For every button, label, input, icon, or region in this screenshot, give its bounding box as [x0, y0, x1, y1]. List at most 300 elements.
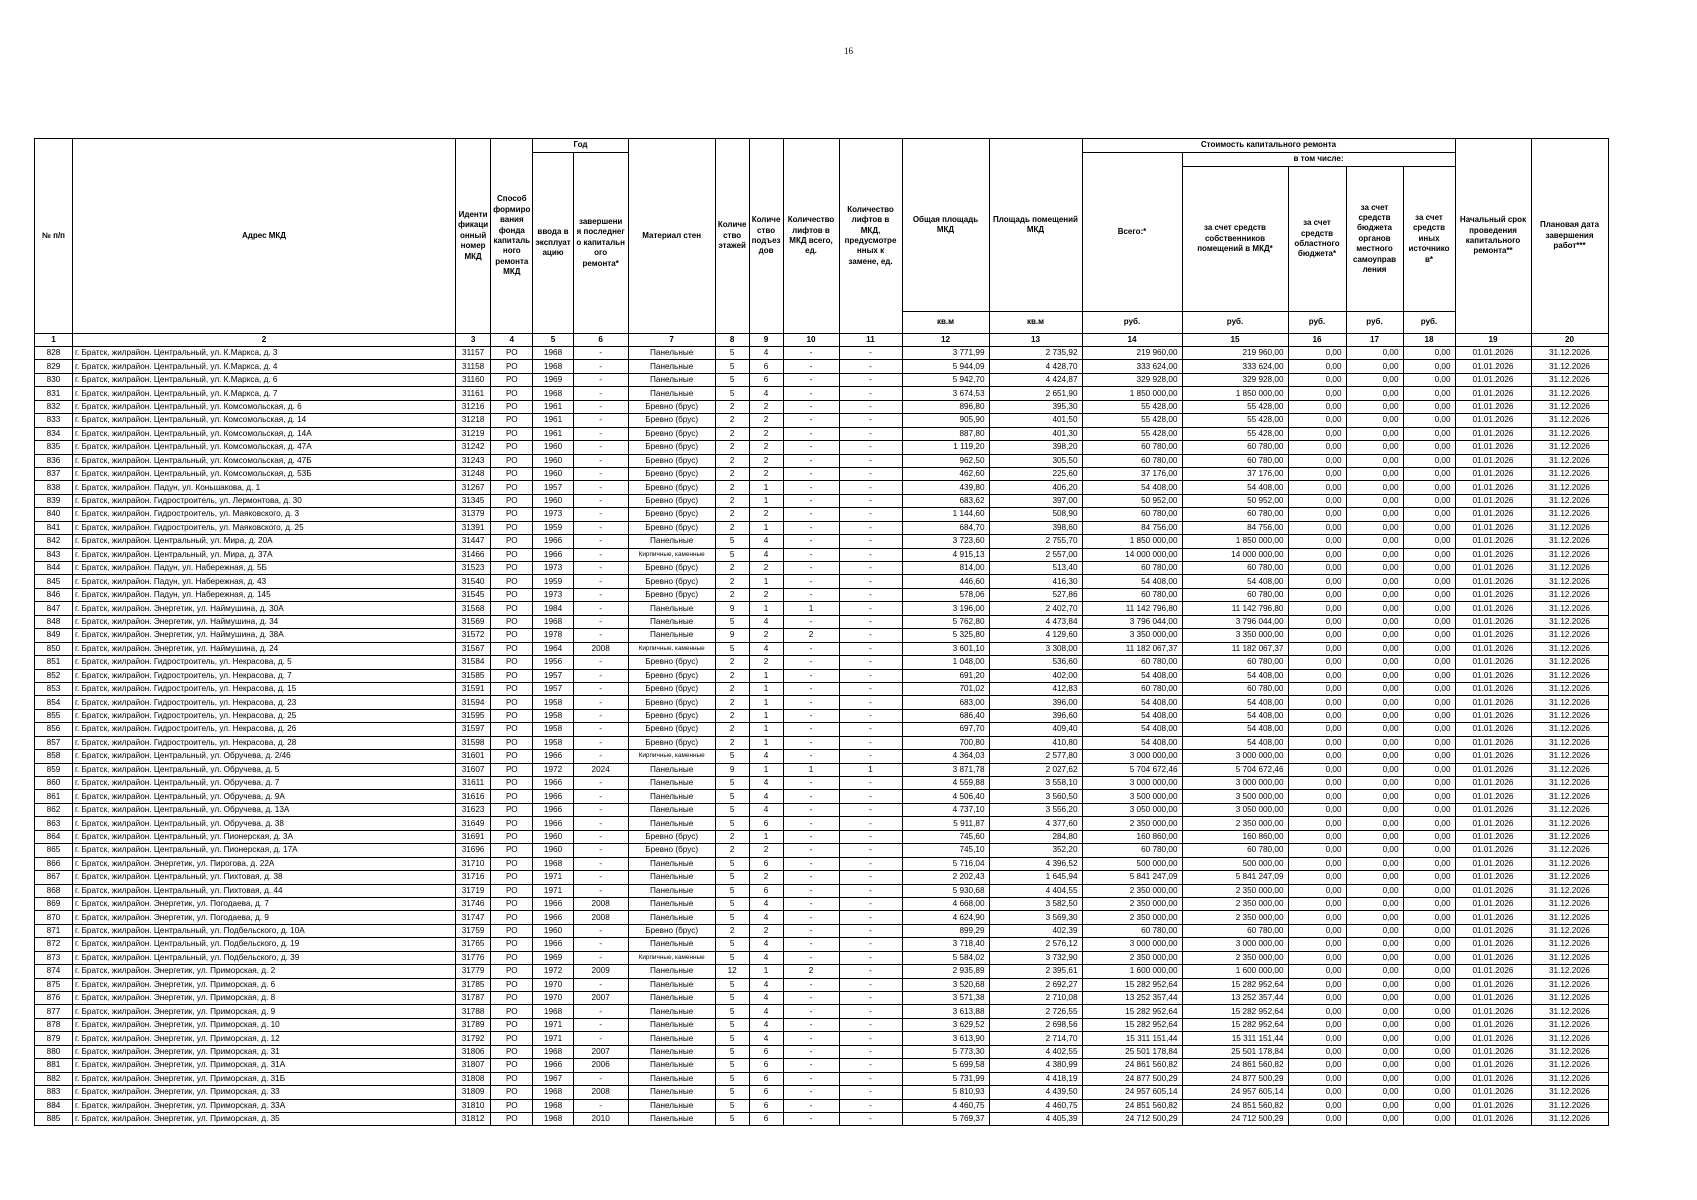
table-cell: 2 350 000,00: [1082, 911, 1182, 924]
table-cell: г. Братск, жилрайон. Гидростроитель, ул. Некрасова, д. 26: [73, 723, 456, 736]
table-cell: -: [839, 481, 902, 494]
table-cell: 31379: [456, 508, 491, 521]
table-cell: 0,00: [1288, 588, 1346, 601]
table-cell: Кирпичные, каменные: [628, 548, 715, 561]
table-cell: 01.01.2026: [1455, 817, 1531, 830]
table-cell: 4 737,10: [902, 803, 989, 816]
table-cell: 0,00: [1403, 562, 1455, 575]
table-cell: Панельные: [628, 1059, 715, 1072]
table-cell: г. Братск, жилрайон. Центральный, ул. Комсомольская, д. 14А: [73, 427, 456, 440]
table-cell: 31759: [456, 924, 491, 937]
table-cell: 3 601,10: [902, 642, 989, 655]
table-cell: РО: [491, 347, 533, 360]
table-cell: -: [839, 414, 902, 427]
table-cell: -: [783, 373, 839, 386]
table-cell: -: [839, 575, 902, 588]
table-cell: -: [573, 562, 628, 575]
table-cell: 0,00: [1346, 535, 1403, 548]
table-cell: 849: [35, 629, 73, 642]
table-cell: 0,00: [1288, 387, 1346, 400]
table-row: [35, 441, 1609, 454]
table-cell: 0,00: [1346, 454, 1403, 467]
table-cell: 5: [715, 642, 749, 655]
table-cell: 60 780,00: [1182, 562, 1288, 575]
column-number: 7: [628, 334, 715, 347]
table-cell: 0,00: [1288, 656, 1346, 669]
table-cell: 31.12.2026: [1531, 508, 1608, 521]
table-cell: 3 674,53: [902, 387, 989, 400]
table-cell: г. Братск, жилрайон. Центральный, ул. К.Маркса, д. 3: [73, 347, 456, 360]
table-cell: 0,00: [1288, 347, 1346, 360]
table-cell: 2 350 000,00: [1182, 897, 1288, 910]
table-cell: г. Братск, жилрайон. Гидростроитель, ул. Некрасова, д. 28: [73, 736, 456, 749]
table-cell: 843: [35, 548, 73, 561]
table-cell: 4: [749, 978, 783, 991]
table-cell: 0,00: [1403, 656, 1455, 669]
table-cell: 219 960,00: [1182, 347, 1288, 360]
table-row: [35, 938, 1609, 951]
table-cell: Панельные: [628, 1099, 715, 1112]
table-cell: 01.01.2026: [1455, 629, 1531, 642]
column-number: 16: [1288, 334, 1346, 347]
column-number: 9: [749, 334, 783, 347]
table-cell: 5: [715, 548, 749, 561]
table-cell: РО: [491, 629, 533, 642]
table-cell: 1 850 000,00: [1182, 387, 1288, 400]
table-cell: 0,00: [1403, 373, 1455, 386]
table-cell: -: [573, 400, 628, 413]
table-cell: 2 576,12: [989, 938, 1082, 951]
table-cell: 01.01.2026: [1455, 992, 1531, 1005]
table-cell: 0,00: [1346, 642, 1403, 655]
table-cell: 2 350 000,00: [1182, 911, 1288, 924]
table-cell: Панельные: [628, 1072, 715, 1085]
table-cell: 5 731,99: [902, 1072, 989, 1085]
table-cell: -: [573, 494, 628, 507]
header-end: Плановая дата завершения работ***: [1531, 139, 1608, 334]
table-cell: 862: [35, 803, 73, 816]
table-cell: 0,00: [1403, 629, 1455, 642]
table-row: [35, 965, 1609, 978]
table-cell: 0,00: [1403, 1018, 1455, 1031]
table-cell: РО: [491, 897, 533, 910]
table-cell: 1968: [533, 1045, 573, 1058]
table-cell: Бревно (брус): [628, 427, 715, 440]
table-cell: РО: [491, 602, 533, 615]
table-cell: 875: [35, 978, 73, 991]
table-cell: 25 501 178,84: [1082, 1045, 1182, 1058]
table-cell: 2: [715, 467, 749, 480]
unit-other: руб.: [1403, 312, 1455, 334]
table-cell: 701,02: [902, 682, 989, 695]
table-cell: 745,60: [902, 830, 989, 843]
table-cell: 5 716,04: [902, 857, 989, 870]
table-cell: 0,00: [1403, 521, 1455, 534]
header-including: в том числе:: [1182, 153, 1455, 167]
table-cell: 1966: [533, 548, 573, 561]
table-cell: 2008: [573, 1086, 628, 1099]
table-cell: -: [783, 588, 839, 601]
table-cell: 54 408,00: [1082, 723, 1182, 736]
table-row: [35, 709, 1609, 722]
table-row: [35, 373, 1609, 386]
table-cell: 01.01.2026: [1455, 494, 1531, 507]
table-cell: 4 418,19: [989, 1072, 1082, 1085]
table-cell: РО: [491, 642, 533, 655]
table-cell: 864: [35, 830, 73, 843]
table-cell: 14 000 000,00: [1082, 548, 1182, 561]
table-cell: 01.01.2026: [1455, 521, 1531, 534]
table-cell: 2 350 000,00: [1182, 817, 1288, 830]
table-cell: 24 712 500,29: [1082, 1112, 1182, 1125]
table-row: [35, 481, 1609, 494]
table-row: [35, 656, 1609, 669]
table-cell: 578,06: [902, 588, 989, 601]
header-local: за счет средств бюджета органов местного самоуправ ления: [1346, 167, 1403, 312]
column-number: 14: [1082, 334, 1182, 347]
table-cell: г. Братск, жилрайон. Энергетик, ул. Приморская, д. 31Б: [73, 1072, 456, 1085]
table-cell: 0,00: [1346, 629, 1403, 642]
table-cell: 0,00: [1288, 763, 1346, 776]
table-cell: 896,80: [902, 400, 989, 413]
table-cell: 31595: [456, 709, 491, 722]
table-cell: 1968: [533, 387, 573, 400]
table-cell: РО: [491, 508, 533, 521]
table-cell: 01.01.2026: [1455, 602, 1531, 615]
table-cell: -: [839, 884, 902, 897]
table-cell: 1: [783, 763, 839, 776]
table-cell: 2: [749, 656, 783, 669]
table-cell: -: [783, 535, 839, 548]
table-cell: 0,00: [1288, 1005, 1346, 1018]
table-cell: 861: [35, 790, 73, 803]
table-cell: -: [783, 992, 839, 1005]
table-cell: 838: [35, 481, 73, 494]
table-cell: 6: [749, 1059, 783, 1072]
table-cell: -: [839, 642, 902, 655]
table-cell: -: [783, 387, 839, 400]
table-cell: 1956: [533, 656, 573, 669]
table-cell: 0,00: [1346, 1032, 1403, 1045]
table-cell: -: [783, 494, 839, 507]
table-cell: 60 780,00: [1082, 441, 1182, 454]
table-cell: 0,00: [1288, 467, 1346, 480]
table-cell: 683,00: [902, 696, 989, 709]
table-cell: 1 645,94: [989, 871, 1082, 884]
column-number: 18: [1403, 334, 1455, 347]
table-cell: -: [573, 427, 628, 440]
column-number-row: [35, 334, 1609, 347]
table-cell: 878: [35, 1018, 73, 1031]
table-cell: 54 408,00: [1182, 723, 1288, 736]
table-cell: 5: [715, 911, 749, 924]
table-cell: 01.01.2026: [1455, 682, 1531, 695]
table-cell: 0,00: [1288, 521, 1346, 534]
table-cell: 835: [35, 441, 73, 454]
table-cell: 0,00: [1346, 1112, 1403, 1125]
table-row: [35, 615, 1609, 628]
table-cell: 01.01.2026: [1455, 535, 1531, 548]
table-cell: Бревно (брус): [628, 669, 715, 682]
table-cell: 6: [749, 817, 783, 830]
unit-premises-area: кв.м: [989, 312, 1082, 334]
table-cell: 31.12.2026: [1531, 656, 1608, 669]
table-row: [35, 642, 1609, 655]
table-cell: 31545: [456, 588, 491, 601]
table-cell: 54 408,00: [1182, 481, 1288, 494]
table-cell: 0,00: [1346, 696, 1403, 709]
table-cell: 745,10: [902, 844, 989, 857]
table-cell: 860: [35, 777, 73, 790]
table-cell: 0,00: [1403, 803, 1455, 816]
table-cell: Панельные: [628, 871, 715, 884]
table-row: [35, 1086, 1609, 1099]
table-cell: 24 957 605,14: [1082, 1086, 1182, 1099]
table-cell: г. Братск, жилрайон. Центральный, ул. Обручева, д. 7: [73, 777, 456, 790]
table-cell: 1968: [533, 1005, 573, 1018]
table-cell: 962,50: [902, 454, 989, 467]
table-cell: -: [573, 441, 628, 454]
table-cell: 11 142 796,80: [1082, 602, 1182, 615]
table-cell: г. Братск, жилрайон. Гидростроитель, ул. Некрасова, д. 7: [73, 669, 456, 682]
table-cell: 0,00: [1346, 467, 1403, 480]
table-cell: Бревно (брус): [628, 467, 715, 480]
table-cell: -: [573, 978, 628, 991]
table-cell: 0,00: [1346, 897, 1403, 910]
table-cell: г. Братск, жилрайон. Энергетик, ул. Приморская, д. 35: [73, 1112, 456, 1125]
table-cell: 31.12.2026: [1531, 790, 1608, 803]
table-cell: 01.01.2026: [1455, 414, 1531, 427]
table-cell: 5: [715, 790, 749, 803]
table-cell: 1958: [533, 736, 573, 749]
table-cell: 01.01.2026: [1455, 790, 1531, 803]
table-cell: -: [839, 535, 902, 548]
table-cell: 3 520,68: [902, 978, 989, 991]
table-cell: г. Братск, жилрайон. Энергетик, ул. Пирогова, д. 22А: [73, 857, 456, 870]
table-cell: 13 252 357,44: [1082, 992, 1182, 1005]
table-cell: Панельные: [628, 602, 715, 615]
table-cell: г. Братск, жилрайон. Энергетик, ул. Наймушина, д. 30А: [73, 602, 456, 615]
table-cell: 872: [35, 938, 73, 951]
table-cell: -: [839, 1086, 902, 1099]
table-cell: -: [783, 454, 839, 467]
table-cell: 0,00: [1403, 481, 1455, 494]
table-cell: 54 408,00: [1082, 709, 1182, 722]
table-cell: 2007: [573, 1045, 628, 1058]
table-cell: 865: [35, 844, 73, 857]
table-cell: 0,00: [1288, 548, 1346, 561]
table-cell: -: [783, 656, 839, 669]
table-cell: 855: [35, 709, 73, 722]
table-cell: -: [783, 548, 839, 561]
table-cell: 284,80: [989, 830, 1082, 843]
table-cell: Панельные: [628, 790, 715, 803]
table-cell: -: [839, 548, 902, 561]
table-cell: 55 428,00: [1082, 400, 1182, 413]
table-cell: г. Братск, жилрайон. Центральный, ул. Комсомольская, д. 53Б: [73, 467, 456, 480]
table-row: [35, 763, 1609, 776]
table-cell: Бревно (брус): [628, 441, 715, 454]
table-cell: 01.01.2026: [1455, 978, 1531, 991]
table-cell: -: [573, 360, 628, 373]
table-cell: 329 928,00: [1082, 373, 1182, 386]
table-cell: 01.01.2026: [1455, 387, 1531, 400]
table-cell: 60 780,00: [1182, 656, 1288, 669]
table-cell: 01.01.2026: [1455, 1059, 1531, 1072]
table-cell: 54 408,00: [1082, 736, 1182, 749]
table-cell: -: [783, 562, 839, 575]
table-cell: 0,00: [1403, 1072, 1455, 1085]
table-cell: 31.12.2026: [1531, 562, 1608, 575]
table-cell: 5 704 672,46: [1082, 763, 1182, 776]
table-cell: 0,00: [1346, 938, 1403, 951]
table-cell: 836: [35, 454, 73, 467]
table-cell: г. Братск, жилрайон. Гидростроитель, ул. Лермонтова, д. 30: [73, 494, 456, 507]
table-cell: -: [783, 750, 839, 763]
unit-local: руб.: [1346, 312, 1403, 334]
table-cell: 0,00: [1403, 871, 1455, 884]
table-cell: 31601: [456, 750, 491, 763]
table-cell: 01.01.2026: [1455, 723, 1531, 736]
table-cell: 160 860,00: [1082, 830, 1182, 843]
table-cell: -: [839, 1018, 902, 1031]
table-cell: 2: [715, 521, 749, 534]
table-cell: 31785: [456, 978, 491, 991]
column-number: 19: [1455, 334, 1531, 347]
table-cell: Кирпичные, каменные: [628, 750, 715, 763]
table-cell: г. Братск, жилрайон. Падун, ул. Набережная, д. 5Б: [73, 562, 456, 575]
table-cell: 2008: [573, 642, 628, 655]
table-cell: Бревно (брус): [628, 682, 715, 695]
table-cell: 5 584,02: [902, 951, 989, 964]
table-cell: 31218: [456, 414, 491, 427]
table-cell: г. Братск, жилрайон. Энергетик, ул. Приморская, д. 33: [73, 1086, 456, 1099]
table-cell: РО: [491, 857, 533, 870]
table-cell: -: [573, 347, 628, 360]
table-cell: 0,00: [1403, 441, 1455, 454]
table-cell: -: [839, 1005, 902, 1018]
table-cell: г. Братск, жилрайон. Падун, ул. Набережная, д. 145: [73, 588, 456, 601]
table-cell: 439,80: [902, 481, 989, 494]
table-cell: 1957: [533, 682, 573, 695]
table-cell: 9: [715, 602, 749, 615]
unit-total-area: кв.м: [902, 312, 989, 334]
table-cell: 0,00: [1288, 736, 1346, 749]
table-cell: -: [783, 871, 839, 884]
table-cell: 0,00: [1403, 924, 1455, 937]
table-cell: -: [839, 494, 902, 507]
table-cell: 5 810,93: [902, 1086, 989, 1099]
table-cell: 884: [35, 1099, 73, 1112]
table-cell: 2 395,61: [989, 965, 1082, 978]
table-cell: 01.01.2026: [1455, 360, 1531, 373]
table-cell: -: [839, 521, 902, 534]
table-cell: 0,00: [1346, 562, 1403, 575]
table-cell: 60 780,00: [1182, 682, 1288, 695]
table-cell: 31.12.2026: [1531, 911, 1608, 924]
header-start: Начальный срок проведения капитального ремонта**: [1455, 139, 1531, 334]
table-cell: 31.12.2026: [1531, 871, 1608, 884]
table-cell: 60 780,00: [1182, 508, 1288, 521]
table-cell: 5: [715, 951, 749, 964]
table-cell: 0,00: [1346, 414, 1403, 427]
table-cell: 31.12.2026: [1531, 400, 1608, 413]
table-row: [35, 1005, 1609, 1018]
table-cell: 0,00: [1288, 696, 1346, 709]
table-cell: 60 780,00: [1082, 656, 1182, 669]
table-cell: г. Братск, жилрайон. Центральный, ул. Обручева, д. 2/46: [73, 750, 456, 763]
table-cell: -: [783, 709, 839, 722]
table-cell: 2007: [573, 992, 628, 1005]
table-cell: 0,00: [1403, 548, 1455, 561]
table-cell: -: [839, 911, 902, 924]
table-cell: г. Братск, жилрайон. Энергетик, ул. Приморская, д. 10: [73, 1018, 456, 1031]
table-cell: 1: [749, 763, 783, 776]
table-cell: -: [839, 373, 902, 386]
table-cell: -: [573, 709, 628, 722]
table-cell: 5: [715, 1112, 749, 1125]
table-row: [35, 817, 1609, 830]
table-cell: 3 308,00: [989, 642, 1082, 655]
table-cell: 6: [749, 1112, 783, 1125]
table-cell: 5 762,80: [902, 615, 989, 628]
table-cell: -: [783, 360, 839, 373]
table-cell: -: [573, 723, 628, 736]
table-cell: 1960: [533, 844, 573, 857]
table-cell: 0,00: [1346, 682, 1403, 695]
table-cell: -: [839, 709, 902, 722]
table-cell: 2 755,70: [989, 535, 1082, 548]
table-cell: 0,00: [1288, 562, 1346, 575]
table-cell: 9: [715, 763, 749, 776]
table-cell: 31158: [456, 360, 491, 373]
table-cell: 0,00: [1346, 481, 1403, 494]
table-cell: РО: [491, 992, 533, 1005]
table-cell: г. Братск, жилрайон. Энергетик, ул. Приморская, д. 31А: [73, 1059, 456, 1072]
table-cell: 850: [35, 642, 73, 655]
table-cell: 5: [715, 978, 749, 991]
table-cell: 31.12.2026: [1531, 992, 1608, 1005]
table-cell: Панельные: [628, 897, 715, 910]
table-cell: 24 712 500,29: [1182, 1112, 1288, 1125]
table-cell: -: [573, 1099, 628, 1112]
table-row: [35, 588, 1609, 601]
table-cell: 0,00: [1346, 656, 1403, 669]
table-cell: 31691: [456, 830, 491, 843]
table-cell: 5: [715, 871, 749, 884]
table-cell: 01.01.2026: [1455, 830, 1531, 843]
table-cell: -: [573, 924, 628, 937]
page-number: 16: [844, 46, 853, 56]
table-row: [35, 414, 1609, 427]
table-cell: 396,60: [989, 709, 1082, 722]
table-cell: 3 582,50: [989, 897, 1082, 910]
table-cell: г. Братск, жилрайон. Энергетик, ул. Приморская, д. 2: [73, 965, 456, 978]
table-cell: -: [839, 817, 902, 830]
table-cell: 15 282 952,64: [1082, 1018, 1182, 1031]
table-cell: 0,00: [1346, 1072, 1403, 1085]
table-cell: 24 877 500,29: [1082, 1072, 1182, 1085]
table-cell: 1961: [533, 414, 573, 427]
table-cell: 0,00: [1288, 924, 1346, 937]
table-cell: 0,00: [1288, 817, 1346, 830]
table-cell: 50 952,00: [1082, 494, 1182, 507]
table-cell: 3 771,99: [902, 347, 989, 360]
table-cell: -: [573, 548, 628, 561]
table-cell: 01.01.2026: [1455, 924, 1531, 937]
table-cell: 01.01.2026: [1455, 588, 1531, 601]
table-cell: РО: [491, 723, 533, 736]
